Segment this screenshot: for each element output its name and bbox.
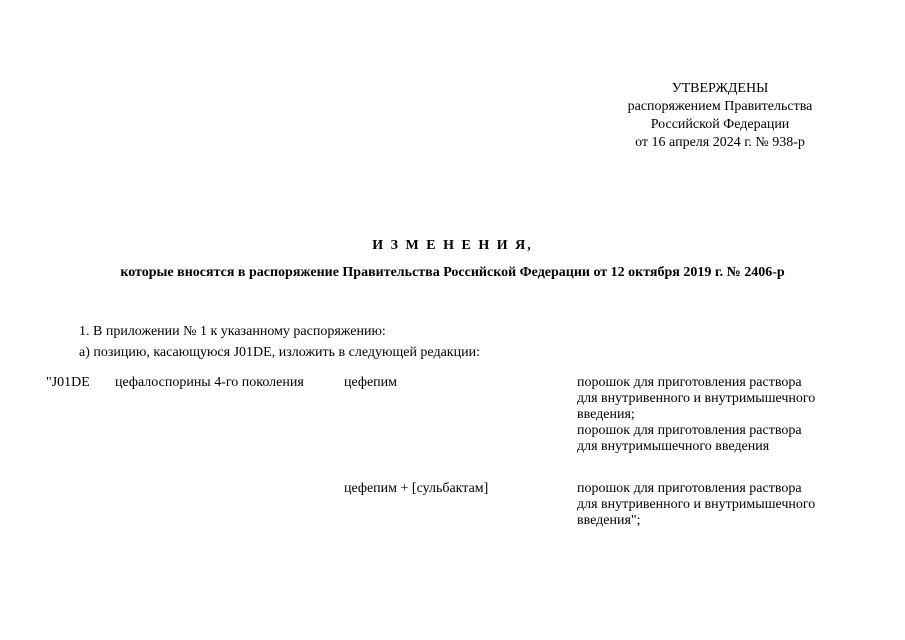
drug-name: цефепим + [сульбактам] — [344, 481, 489, 496]
dosage-form-line: для внутривенного и внутримышечного — [577, 497, 816, 512]
atc-code: "J01DE — [46, 375, 90, 390]
paragraph-2: а) позицию, касающуюся J01DE, изложить в следующей редакции: — [79, 345, 480, 360]
approval-block — [600, 80, 840, 152]
document-title: И З М Е Н Е Н И Я, — [372, 238, 533, 253]
drug-name: цефепим — [344, 375, 398, 390]
document-subtitle: которые вносятся в распоряжение Правительства Российской Федерации от 12 октября 2019 г. № 2406-р — [120, 265, 785, 280]
approval-line: от 16 апреля 2024 г. № 938-р — [635, 135, 805, 150]
approval-line: Российской Федерации — [650, 117, 790, 132]
dosage-form-line: введения; — [577, 407, 635, 422]
dosage-form-line: порошок для приготовления раствора — [577, 423, 802, 438]
dosage-form-line: введения"; — [577, 513, 641, 528]
dosage-forms — [577, 481, 857, 529]
dosage-form-line: порошок для приготовления раствора — [577, 481, 802, 496]
drug-group: цефалоспорины 4-го поколения — [115, 375, 304, 390]
approval-line: распоряжением Правительства — [627, 99, 813, 114]
dosage-form-line: порошок для приготовления раствора — [577, 375, 802, 390]
dosage-form-line: для внутримышечного введения — [577, 439, 770, 454]
paragraph-1: 1. В приложении № 1 к указанному распоряжению: — [79, 324, 386, 339]
approval-heading: УТВЕРЖДЕНЫ — [671, 81, 769, 96]
dosage-form-line: для внутривенного и внутримышечного — [577, 391, 816, 406]
dosage-forms — [577, 375, 857, 455]
